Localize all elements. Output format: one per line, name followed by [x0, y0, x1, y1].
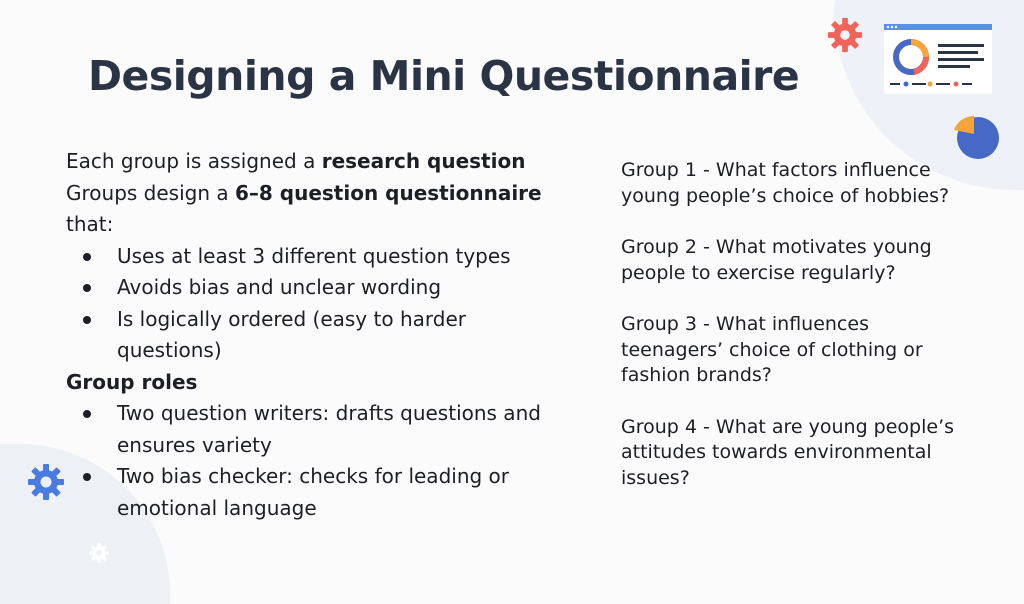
- list-item: Two question writers: drafts questions and ensures variety: [66, 398, 577, 461]
- group-question: Group 4 - What are young people’s attitudes towards environmental issues?: [621, 415, 955, 489]
- gear-icon: [826, 16, 864, 54]
- roles-heading-text: Group roles: [66, 369, 198, 394]
- page-title: Designing a Mini Questionnaire: [88, 52, 800, 100]
- group-question: Group 2 - What motivates young people to exercise regularly?: [621, 236, 932, 284]
- assignment-text: Each group is assigned a: [66, 149, 322, 173]
- assignment-emphasis: research question: [321, 149, 526, 173]
- group-question: Group 3 - What influences teenagers’ choice of clothing or fashion brands?: [621, 313, 923, 386]
- design-emphasis: 6–8 question questionnaire: [234, 180, 542, 205]
- instructions-column: [66, 146, 586, 524]
- that-line: that:: [66, 212, 114, 236]
- design-line: [66, 178, 586, 210]
- criteria-list: [66, 241, 586, 367]
- design-text: Groups design a: [66, 180, 235, 205]
- research-questions-column: [621, 158, 991, 517]
- gear-icon: [88, 542, 110, 564]
- list-item: Uses at least 3 different question types: [66, 241, 586, 273]
- roles-list: [66, 398, 586, 524]
- dashboard-window-icon: [884, 24, 992, 94]
- assignment-line: [66, 146, 586, 178]
- list-item: Avoids bias and unclear wording: [66, 272, 586, 304]
- gear-icon: [26, 462, 66, 502]
- pie-chart-icon: [950, 114, 1002, 162]
- list-item: Is logically ordered (easy to harder questions): [66, 304, 507, 367]
- roles-heading: [66, 367, 586, 399]
- list-item: Two bias checker: checks for leading or emotional language: [66, 461, 547, 524]
- group-question: Group 1 - What factors influence young people’s choice of hobbies?: [621, 159, 950, 207]
